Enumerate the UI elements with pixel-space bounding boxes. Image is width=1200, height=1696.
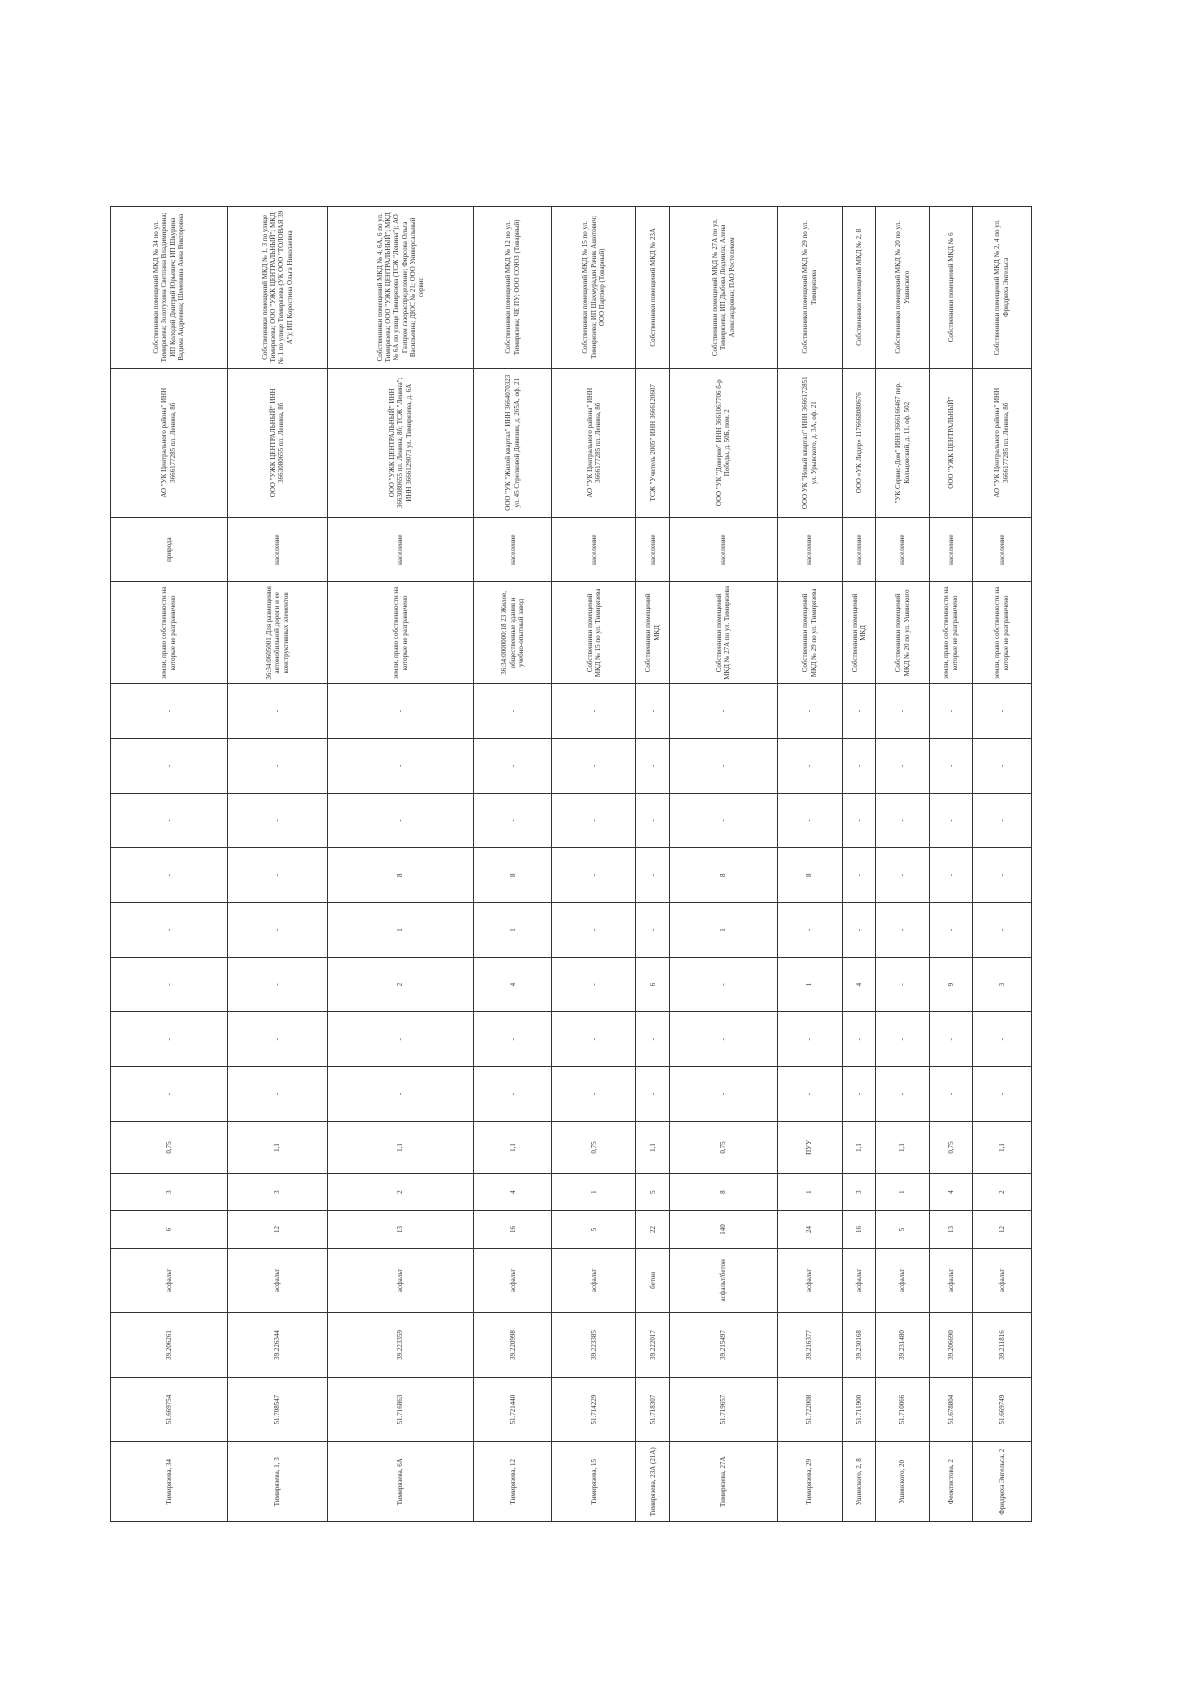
cell-extra-volume: - [777, 684, 842, 739]
cell-extra: - [670, 739, 778, 794]
cell-separate-volume: - [972, 793, 1031, 848]
cell-bunkers: - [111, 957, 228, 1012]
cell-extra: - [328, 739, 474, 794]
cell-volume: 1,1 [636, 1121, 670, 1173]
cell-containers: 4 [929, 1174, 972, 1211]
cell-planned-volume: - [670, 1012, 778, 1067]
cell-source: население [227, 517, 328, 582]
cell-lat: 51.710066 [876, 1377, 930, 1442]
cell-address: Тимирязева, 27А [670, 1442, 778, 1522]
cell-bunker-volume: - [972, 903, 1031, 958]
cell-source: население [670, 517, 778, 582]
cell-land: земли, право собственности на которые не разграничено [972, 582, 1031, 684]
cell-bunkers: 4 [474, 957, 552, 1012]
table-row [111, 207, 228, 1522]
cell-producers: Собственники помещений МКД № 20 по ул. Ушинского [876, 207, 930, 369]
cell-planned: - [929, 1067, 972, 1122]
cell-surface: асфальт [876, 1248, 930, 1313]
cell-separate: - [111, 848, 228, 903]
cell-volume: 1,1 [842, 1121, 876, 1173]
cell-producers: Собственники помещений МКД № 2, 8 [842, 207, 876, 369]
cell-planned-volume: - [636, 1012, 670, 1067]
cell-separate: - [227, 848, 328, 903]
cell-bunker-volume: 1 [474, 903, 552, 958]
cell-extra-volume: - [670, 684, 778, 739]
cell-land: земли, право собственности на которые не разграничено [111, 582, 228, 684]
cell-planned: - [972, 1067, 1031, 1122]
cell-separate-volume: - [552, 793, 636, 848]
cell-source: природа [111, 517, 228, 582]
cell-address: Ушинского, 2, 8 [842, 1442, 876, 1522]
cell-extra-volume: - [929, 684, 972, 739]
cell-bunkers: 4 [842, 957, 876, 1012]
table-row [929, 207, 972, 1522]
cell-source: население [474, 517, 552, 582]
cell-separate: 8 [670, 848, 778, 903]
cell-extra-volume: - [111, 684, 228, 739]
cell-bunker-volume: - [636, 903, 670, 958]
cell-planned: - [474, 1067, 552, 1122]
cell-lat: 51.708547 [227, 1377, 328, 1442]
cell-bunker-volume: - [777, 903, 842, 958]
table-row [842, 207, 876, 1522]
cell-operator: АО "УК Центрального района" ИНН 3666177285 пл. Ленина, 8б [972, 368, 1031, 517]
cell-separate: - [636, 848, 670, 903]
cell-containers: 4 [474, 1174, 552, 1211]
cell-separate-volume: - [111, 793, 228, 848]
cell-producers: Собственники помещений МКД № 27А по ул. Тимирязева; ИП Дыбова Людмила; Алена Александровна; ПАО Ростелеком [670, 207, 778, 369]
cell-planned: - [227, 1067, 328, 1122]
cell-bunker-volume: - [842, 903, 876, 958]
cell-land: 36:34:0605001 Для размещения автомобильной дороги и ее конструктивных элементов [227, 582, 328, 684]
cell-planned-volume: - [929, 1012, 972, 1067]
cell-operator: ТСЖ "Учитель 2005" ИНН 3666120607 [636, 368, 670, 517]
cell-address: Тимирязева, 12 [474, 1442, 552, 1522]
cell-area: 140 [670, 1211, 778, 1248]
cell-address: Тимирязева, 34 [111, 1442, 228, 1522]
cell-bunker-volume: 1 [670, 903, 778, 958]
cell-lon: 39.211816 [972, 1313, 1031, 1378]
cell-surface: асфальт [972, 1248, 1031, 1313]
cell-lon: 39.223359 [328, 1313, 474, 1378]
cell-lat: 51.719657 [670, 1377, 778, 1442]
cell-land: земли, право собственности на которые не разграничено [328, 582, 474, 684]
cell-containers: 5 [636, 1174, 670, 1211]
cell-bunker-volume: 1 [328, 903, 474, 958]
cell-containers: 3 [842, 1174, 876, 1211]
cell-lat: 51.718307 [636, 1377, 670, 1442]
table-row [636, 207, 670, 1522]
cell-producers: Собственники помещений МКД № 4, 6А, 6 по ул. Тимирязева; ООО "УЖК ЦЕНТРАЛЬНЫЙ"; МКД № 6А по улице Тимирязева (ТСЖ "Ленина"); АО Газпром газораспределение; Фирсова Ольга Васильевна; ДЮС № 21; ООО Универсальный сервис [328, 207, 474, 369]
cell-separate: 8 [328, 848, 474, 903]
cell-address: Фридриха Энгельса, 2 [972, 1442, 1031, 1522]
cell-extra: - [111, 739, 228, 794]
cell-planned: - [328, 1067, 474, 1122]
cell-lon: 39.231480 [876, 1313, 930, 1378]
cell-containers: 1 [552, 1174, 636, 1211]
cell-volume: 0,75 [670, 1121, 778, 1173]
cell-separate: - [929, 848, 972, 903]
cell-volume: 0,75 [111, 1121, 228, 1173]
cell-separate: 8 [777, 848, 842, 903]
cell-bunkers: 2 [328, 957, 474, 1012]
cell-producers: Собственники помещений МКД № 23А [636, 207, 670, 369]
cell-containers: 2 [972, 1174, 1031, 1211]
cell-volume: 1,1 [876, 1121, 930, 1173]
cell-surface: асфальт/бетон [670, 1248, 778, 1313]
cell-containers: 2 [328, 1174, 474, 1211]
cell-operator: ООО "УК "Доверие" ИНН 3661067706 б-р Победы, д. 50Б, пом. 2 [670, 368, 778, 517]
cell-address: Тимирязева, 1, 3 [227, 1442, 328, 1522]
cell-lat: 51.714229 [552, 1377, 636, 1442]
cell-extra: - [929, 739, 972, 794]
cell-lon: 39.230168 [842, 1313, 876, 1378]
cell-planned: - [636, 1067, 670, 1122]
cell-land: Собственники помещений МКД № 20 по ул. Ушинского [876, 582, 930, 684]
cell-containers: 3 [227, 1174, 328, 1211]
cell-planned-volume: - [972, 1012, 1031, 1067]
cell-producers: Собственники помещений МКД № 29 по ул. Тимирязева [777, 207, 842, 369]
cell-bunker-volume: - [111, 903, 228, 958]
cell-lat: 51.669754 [111, 1377, 228, 1442]
cell-bunker-volume: - [227, 903, 328, 958]
cell-extra: - [227, 739, 328, 794]
cell-area: 22 [636, 1211, 670, 1248]
cell-bunkers: 6 [636, 957, 670, 1012]
cell-volume: 1,1 [972, 1121, 1031, 1173]
cell-producers: Собственники помещений МКД № 12 по ул. Тимирязева; ЧЕ ПУ; ООО СОЮЗ (Товарный) [474, 207, 552, 369]
cell-containers: 1 [777, 1174, 842, 1211]
cell-extra-volume: - [876, 684, 930, 739]
waste-sites-table [110, 206, 1032, 1522]
cell-planned: - [552, 1067, 636, 1122]
cell-extra: - [972, 739, 1031, 794]
cell-source: население [876, 517, 930, 582]
cell-bunkers: - [670, 957, 778, 1012]
cell-lat: 51.711900 [842, 1377, 876, 1442]
cell-volume: 1,1 [328, 1121, 474, 1173]
cell-source: население [842, 517, 876, 582]
cell-source: население [777, 517, 842, 582]
cell-operator: "УК Сервис-Дом" ИНН 3666166467 пер. Кольцовский, д. 11, оф. 502 [876, 368, 930, 517]
cell-bunkers: - [552, 957, 636, 1012]
cell-bunker-volume: - [929, 903, 972, 958]
cell-area: 12 [227, 1211, 328, 1248]
cell-extra: - [552, 739, 636, 794]
cell-separate-volume: - [474, 793, 552, 848]
cell-producers: Собственники помещений МКД № 2, 4 по ул. Фридриха Энгельса [972, 207, 1031, 369]
cell-separate-volume: - [328, 793, 474, 848]
cell-operator: ООО УК "Новый квартал" ИНН 3666172851 ул. Урывского, д. 3А, оф. 21 [777, 368, 842, 517]
cell-planned-volume: - [842, 1012, 876, 1067]
cell-volume: 0,75 [929, 1121, 972, 1173]
cell-bunkers: 1 [777, 957, 842, 1012]
cell-lon: 39.226344 [227, 1313, 328, 1378]
cell-planned-volume: - [876, 1012, 930, 1067]
table-row [777, 207, 842, 1522]
cell-extra: - [777, 739, 842, 794]
cell-extra-volume: - [842, 684, 876, 739]
cell-separate-volume: - [636, 793, 670, 848]
cell-extra: - [876, 739, 930, 794]
cell-source: население [328, 517, 474, 582]
cell-surface: бетон [636, 1248, 670, 1313]
cell-surface: асфальт [474, 1248, 552, 1313]
cell-producers: Собственники помещений МКД № 6 [929, 207, 972, 369]
cell-separate-volume: - [777, 793, 842, 848]
cell-area: 5 [876, 1211, 930, 1248]
cell-land: Собственники помещений МКД № 15 по ул. Тимирязева [552, 582, 636, 684]
cell-lat: 51.721440 [474, 1377, 552, 1442]
cell-lat: 51.669749 [972, 1377, 1031, 1442]
cell-containers: 1 [876, 1174, 930, 1211]
table-row [670, 207, 778, 1522]
cell-address: Тимирязева, 6А [328, 1442, 474, 1522]
cell-lat: 51.716863 [328, 1377, 474, 1442]
cell-volume: 0,75 [552, 1121, 636, 1173]
cell-land: Собственники помещений МКД [636, 582, 670, 684]
cell-address: Тимирязева, 15 [552, 1442, 636, 1522]
cell-bunker-volume: - [876, 903, 930, 958]
cell-lon: 39.215497 [670, 1313, 778, 1378]
cell-volume: 1,1 [227, 1121, 328, 1173]
cell-surface: асфальт [777, 1248, 842, 1313]
cell-surface: асфальт [227, 1248, 328, 1313]
cell-surface: асфальт [111, 1248, 228, 1313]
cell-planned-volume: - [111, 1012, 228, 1067]
cell-source: население [552, 517, 636, 582]
cell-lon: 39.222017 [636, 1313, 670, 1378]
cell-area: 24 [777, 1211, 842, 1248]
page-stage [110, 206, 1032, 1522]
cell-planned-volume: - [328, 1012, 474, 1067]
cell-planned: - [111, 1067, 228, 1122]
cell-operator: ООО "УЖК ЦЕНТРАЛЬНЫЙ" ИНН 3663080655 пл. Ленина, 8б; ТСЖ "Ленина"; ИНН 3666129073 ул. Тимирязева, д. 6А [328, 368, 474, 517]
cell-extra-volume: - [972, 684, 1031, 739]
cell-planned-volume: - [552, 1012, 636, 1067]
table-row [227, 207, 328, 1522]
cell-lon: 39.216377 [777, 1313, 842, 1378]
cell-producers: Собственники помещений МКД № 1, 3 по улице Тимирязева; ООО "УЖК ЦЕНТРАЛЬНЫЙ"; МКД № 1 по улице Тимирязева (УК ООО "ТОЛОВАЯ 39 А"); ИП Коростина Ольга Николаевна [227, 207, 328, 369]
cell-area: 16 [842, 1211, 876, 1248]
cell-land: Собственники помещений МКД № 27А по ул. Тимирязева [670, 582, 778, 684]
cell-separate-volume: - [842, 793, 876, 848]
cell-bunkers: - [227, 957, 328, 1012]
cell-separate-volume: - [929, 793, 972, 848]
cell-volume: 1,1 [474, 1121, 552, 1173]
cell-extra: - [474, 739, 552, 794]
cell-extra-volume: - [636, 684, 670, 739]
cell-bunkers: - [876, 957, 930, 1012]
cell-planned-volume: - [777, 1012, 842, 1067]
cell-containers: 3 [111, 1174, 228, 1211]
table-row [552, 207, 636, 1522]
cell-separate: - [842, 848, 876, 903]
cell-operator: ООО "УЖК ЦЕНТРАЛЬНЫЙ" ИНН 3663080655 пл. Ленина, 8б [227, 368, 328, 517]
cell-separate: - [972, 848, 1031, 903]
cell-land: 36:34:0000000:18 23 Жилое, общественные здания и учебно-опытный завод [474, 582, 552, 684]
cell-separate: - [876, 848, 930, 903]
cell-containers: 8 [670, 1174, 778, 1211]
table-row [474, 207, 552, 1522]
cell-lon: 39.220998 [474, 1313, 552, 1378]
cell-producers: Собственники помещений МКД № 15 по ул. Тимирязева; ИП Шахмурадян Рачик Ашотович; ООО Партнер (Товарный) [552, 207, 636, 369]
cell-land: земли, право собственности на которые не разграничено [929, 582, 972, 684]
cell-address: Ушинского, 20 [876, 1442, 930, 1522]
cell-separate-volume: - [227, 793, 328, 848]
cell-planned-volume: - [474, 1012, 552, 1067]
cell-area: 6 [111, 1211, 228, 1248]
cell-lon: 39.206261 [111, 1313, 228, 1378]
table-row [876, 207, 930, 1522]
cell-lon: 39.223385 [552, 1313, 636, 1378]
cell-area: 12 [972, 1211, 1031, 1248]
cell-extra-volume: - [227, 684, 328, 739]
cell-extra: - [842, 739, 876, 794]
cell-separate: 8 [474, 848, 552, 903]
cell-extra-volume: - [328, 684, 474, 739]
table-row [972, 207, 1031, 1522]
table-row [328, 207, 474, 1522]
cell-operator: АО "УК Центрального района" ИНН 3666177285 пл. Ленина, 8б [552, 368, 636, 517]
cell-source: население [929, 517, 972, 582]
cell-extra-volume: - [552, 684, 636, 739]
cell-land: Собственники помещений МКД № 29 по ул. Тимирязева [777, 582, 842, 684]
cell-surface: асфальт [328, 1248, 474, 1313]
cell-area: 13 [328, 1211, 474, 1248]
rotated-scanned-page [110, 206, 1032, 1522]
cell-land: Собственники помещений МКД [842, 582, 876, 684]
cell-operator: АО "УК Центрального района" ИНН 3666177285 пл. Ленина, 8б [111, 368, 228, 517]
cell-operator: ООО "УК "Жилой квартал" ИНН 3664070323 ул. 45 Стрелковой Дивизии, д. 265А, оф. 21 [474, 368, 552, 517]
cell-surface: асфальт [929, 1248, 972, 1313]
cell-area: 16 [474, 1211, 552, 1248]
cell-bunkers: 3 [972, 957, 1031, 1012]
cell-volume: ПУУ [777, 1121, 842, 1173]
cell-planned: - [777, 1067, 842, 1122]
cell-area: 5 [552, 1211, 636, 1248]
cell-area: 13 [929, 1211, 972, 1248]
cell-address: Тимирязева, 23А (21А) [636, 1442, 670, 1522]
cell-separate-volume: - [670, 793, 778, 848]
cell-planned: - [876, 1067, 930, 1122]
cell-producers: Собственники помещений МКД № 34 по ул. Тимирязева; Золотухина Светлана Владимировна; ИП Колодий Дмитрий Юрьевич; ИП Шкурина Вадима Андреевна; Шеменина Анна Викторовна [111, 207, 228, 369]
cell-planned: - [670, 1067, 778, 1122]
cell-planned-volume: - [227, 1012, 328, 1067]
cell-bunkers: 9 [929, 957, 972, 1012]
cell-operator: ООО «УК Лидер» 1176668080676 [842, 368, 876, 517]
cell-source: население [972, 517, 1031, 582]
cell-extra: - [636, 739, 670, 794]
cell-separate-volume: - [876, 793, 930, 848]
cell-extra-volume: - [474, 684, 552, 739]
cell-address: Тимирязева, 29 [777, 1442, 842, 1522]
cell-lat: 51.722008 [777, 1377, 842, 1442]
cell-source: население [636, 517, 670, 582]
cell-lat: 51.678804 [929, 1377, 972, 1442]
cell-address: Феоктистова, 2 [929, 1442, 972, 1522]
cell-surface: асфальт [552, 1248, 636, 1313]
cell-lon: 39.206690 [929, 1313, 972, 1378]
cell-planned: - [842, 1067, 876, 1122]
cell-separate: - [552, 848, 636, 903]
cell-bunker-volume: - [552, 903, 636, 958]
cell-operator: ООО "УЖК ЦЕНТРАЛЬНЫЙ" [929, 368, 972, 517]
cell-surface: асфальт [842, 1248, 876, 1313]
